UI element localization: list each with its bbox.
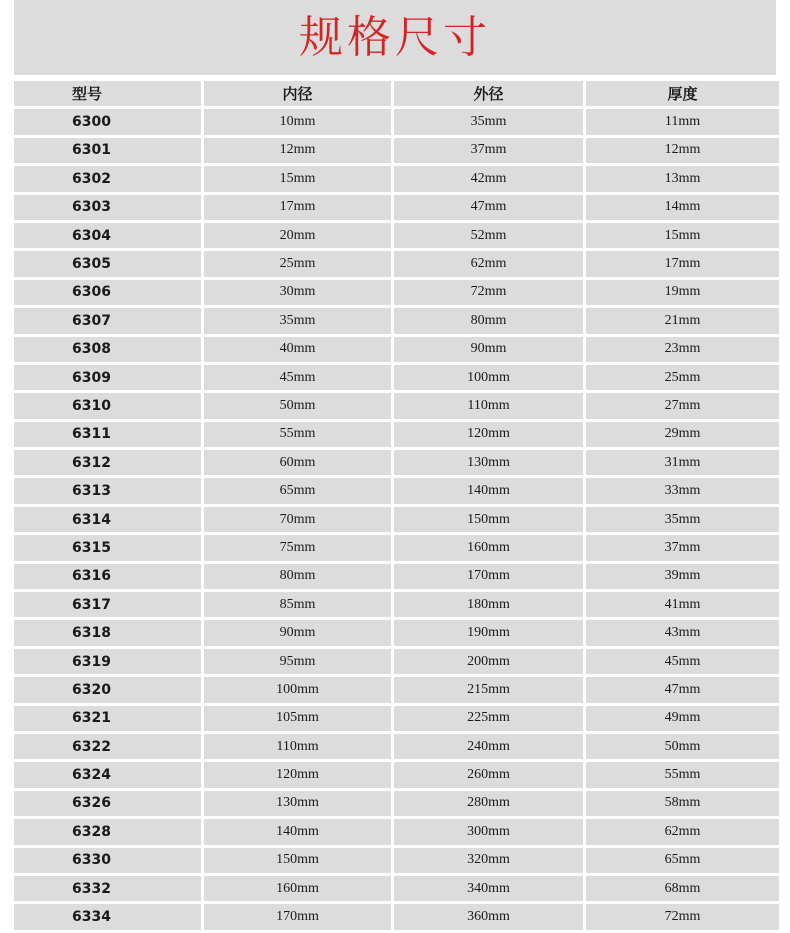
cell-model: 6302 xyxy=(14,166,201,191)
table-row xyxy=(14,422,779,447)
cell-inner-diameter: 105mm xyxy=(204,706,391,731)
cell-outer-diameter: 140mm xyxy=(394,478,583,503)
cell-thickness: 58mm xyxy=(586,791,779,816)
cell-outer-diameter: 180mm xyxy=(394,592,583,617)
cell-inner-diameter: 17mm xyxy=(204,195,391,220)
cell-inner-diameter: 170mm xyxy=(204,904,391,929)
table-row xyxy=(14,450,779,475)
cell-inner-diameter: 85mm xyxy=(204,592,391,617)
cell-thickness: 29mm xyxy=(586,422,779,447)
cell-inner-diameter: 120mm xyxy=(204,762,391,787)
cell-thickness: 68mm xyxy=(586,876,779,901)
cell-model: 6319 xyxy=(14,649,201,674)
cell-outer-diameter: 110mm xyxy=(394,393,583,418)
table-row xyxy=(14,308,779,333)
header-outer-diameter: 外径 xyxy=(394,81,583,106)
page-title: 规格尺寸 xyxy=(299,11,491,63)
cell-outer-diameter: 190mm xyxy=(394,620,583,645)
cell-inner-diameter: 20mm xyxy=(204,223,391,248)
cell-thickness: 25mm xyxy=(586,365,779,390)
cell-thickness: 39mm xyxy=(586,564,779,589)
cell-inner-diameter: 150mm xyxy=(204,848,391,873)
cell-model: 6313 xyxy=(14,478,201,503)
cell-outer-diameter: 200mm xyxy=(394,649,583,674)
cell-thickness: 45mm xyxy=(586,649,779,674)
cell-model: 6311 xyxy=(14,422,201,447)
cell-thickness: 55mm xyxy=(586,762,779,787)
cell-thickness: 12mm xyxy=(586,138,779,163)
cell-outer-diameter: 260mm xyxy=(394,762,583,787)
cell-thickness: 23mm xyxy=(586,337,779,362)
cell-thickness: 11mm xyxy=(586,109,779,134)
table-row xyxy=(14,904,779,929)
cell-inner-diameter: 55mm xyxy=(204,422,391,447)
cell-thickness: 43mm xyxy=(586,620,779,645)
table-row xyxy=(14,195,779,220)
table-row xyxy=(14,762,779,787)
table-row xyxy=(14,706,779,731)
cell-model: 6324 xyxy=(14,762,201,787)
header-inner-diameter: 内径 xyxy=(204,81,391,106)
cell-outer-diameter: 130mm xyxy=(394,450,583,475)
cell-model: 6305 xyxy=(14,251,201,276)
cell-outer-diameter: 225mm xyxy=(394,706,583,731)
cell-model: 6315 xyxy=(14,535,201,560)
table-row xyxy=(14,507,779,532)
cell-model: 6321 xyxy=(14,706,201,731)
table-row xyxy=(14,620,779,645)
cell-outer-diameter: 80mm xyxy=(394,308,583,333)
cell-thickness: 62mm xyxy=(586,819,779,844)
cell-thickness: 65mm xyxy=(586,848,779,873)
cell-inner-diameter: 90mm xyxy=(204,620,391,645)
cell-thickness: 47mm xyxy=(586,677,779,702)
cell-inner-diameter: 35mm xyxy=(204,308,391,333)
cell-model: 6309 xyxy=(14,365,201,390)
cell-inner-diameter: 75mm xyxy=(204,535,391,560)
table-row xyxy=(14,677,779,702)
cell-inner-diameter: 15mm xyxy=(204,166,391,191)
cell-outer-diameter: 300mm xyxy=(394,819,583,844)
spec-table-body xyxy=(14,109,779,929)
cell-inner-diameter: 10mm xyxy=(204,109,391,134)
table-row xyxy=(14,251,779,276)
cell-outer-diameter: 240mm xyxy=(394,734,583,759)
table-row xyxy=(14,478,779,503)
cell-outer-diameter: 62mm xyxy=(394,251,583,276)
cell-model: 6318 xyxy=(14,620,201,645)
table-row xyxy=(14,649,779,674)
cell-inner-diameter: 160mm xyxy=(204,876,391,901)
cell-outer-diameter: 150mm xyxy=(394,507,583,532)
cell-outer-diameter: 340mm xyxy=(394,876,583,901)
cell-thickness: 17mm xyxy=(586,251,779,276)
cell-outer-diameter: 47mm xyxy=(394,195,583,220)
cell-outer-diameter: 35mm xyxy=(394,109,583,134)
cell-inner-diameter: 25mm xyxy=(204,251,391,276)
cell-outer-diameter: 100mm xyxy=(394,365,583,390)
cell-thickness: 33mm xyxy=(586,478,779,503)
cell-model: 6322 xyxy=(14,734,201,759)
cell-model: 6326 xyxy=(14,791,201,816)
table-row xyxy=(14,535,779,560)
cell-outer-diameter: 90mm xyxy=(394,337,583,362)
table-row xyxy=(14,166,779,191)
cell-outer-diameter: 120mm xyxy=(394,422,583,447)
cell-outer-diameter: 52mm xyxy=(394,223,583,248)
cell-outer-diameter: 42mm xyxy=(394,166,583,191)
table-row xyxy=(14,819,779,844)
cell-thickness: 27mm xyxy=(586,393,779,418)
cell-inner-diameter: 130mm xyxy=(204,791,391,816)
cell-model: 6334 xyxy=(14,904,201,929)
cell-inner-diameter: 12mm xyxy=(204,138,391,163)
cell-thickness: 14mm xyxy=(586,195,779,220)
cell-thickness: 49mm xyxy=(586,706,779,731)
cell-model: 6317 xyxy=(14,592,201,617)
cell-model: 6314 xyxy=(14,507,201,532)
cell-model: 6312 xyxy=(14,450,201,475)
cell-thickness: 21mm xyxy=(586,308,779,333)
cell-model: 6332 xyxy=(14,876,201,901)
cell-model: 6300 xyxy=(14,109,201,134)
cell-outer-diameter: 160mm xyxy=(394,535,583,560)
cell-outer-diameter: 37mm xyxy=(394,138,583,163)
header-row xyxy=(14,81,779,106)
cell-inner-diameter: 100mm xyxy=(204,677,391,702)
cell-model: 6330 xyxy=(14,848,201,873)
cell-inner-diameter: 70mm xyxy=(204,507,391,532)
table-row xyxy=(14,791,779,816)
table-row xyxy=(14,280,779,305)
spec-sheet xyxy=(14,0,776,931)
table-row xyxy=(14,223,779,248)
cell-thickness: 72mm xyxy=(586,904,779,929)
cell-outer-diameter: 170mm xyxy=(394,564,583,589)
table-row xyxy=(14,876,779,901)
cell-outer-diameter: 72mm xyxy=(394,280,583,305)
cell-inner-diameter: 95mm xyxy=(204,649,391,674)
cell-inner-diameter: 110mm xyxy=(204,734,391,759)
cell-thickness: 37mm xyxy=(586,535,779,560)
cell-thickness: 50mm xyxy=(586,734,779,759)
cell-model: 6328 xyxy=(14,819,201,844)
cell-thickness: 41mm xyxy=(586,592,779,617)
cell-thickness: 13mm xyxy=(586,166,779,191)
title-banner xyxy=(14,0,776,75)
header-thickness: 厚度 xyxy=(586,81,779,106)
cell-outer-diameter: 215mm xyxy=(394,677,583,702)
cell-model: 6306 xyxy=(14,280,201,305)
table-row xyxy=(14,734,779,759)
cell-model: 6308 xyxy=(14,337,201,362)
cell-outer-diameter: 280mm xyxy=(394,791,583,816)
cell-model: 6316 xyxy=(14,564,201,589)
table-row xyxy=(14,337,779,362)
cell-inner-diameter: 140mm xyxy=(204,819,391,844)
cell-inner-diameter: 65mm xyxy=(204,478,391,503)
cell-inner-diameter: 45mm xyxy=(204,365,391,390)
cell-thickness: 15mm xyxy=(586,223,779,248)
table-row xyxy=(14,564,779,589)
cell-model: 6320 xyxy=(14,677,201,702)
cell-model: 6303 xyxy=(14,195,201,220)
cell-model: 6304 xyxy=(14,223,201,248)
cell-inner-diameter: 80mm xyxy=(204,564,391,589)
cell-inner-diameter: 40mm xyxy=(204,337,391,362)
cell-inner-diameter: 50mm xyxy=(204,393,391,418)
table-row xyxy=(14,138,779,163)
table-row xyxy=(14,365,779,390)
spec-table xyxy=(11,78,782,933)
cell-inner-diameter: 60mm xyxy=(204,450,391,475)
table-row xyxy=(14,109,779,134)
table-row xyxy=(14,393,779,418)
cell-model: 6301 xyxy=(14,138,201,163)
cell-thickness: 31mm xyxy=(586,450,779,475)
cell-thickness: 19mm xyxy=(586,280,779,305)
table-row xyxy=(14,592,779,617)
cell-thickness: 35mm xyxy=(586,507,779,532)
table-row xyxy=(14,848,779,873)
cell-model: 6310 xyxy=(14,393,201,418)
cell-inner-diameter: 30mm xyxy=(204,280,391,305)
cell-outer-diameter: 320mm xyxy=(394,848,583,873)
spec-table-header xyxy=(14,81,779,106)
header-model: 型号 xyxy=(14,81,201,106)
cell-outer-diameter: 360mm xyxy=(394,904,583,929)
cell-model: 6307 xyxy=(14,308,201,333)
